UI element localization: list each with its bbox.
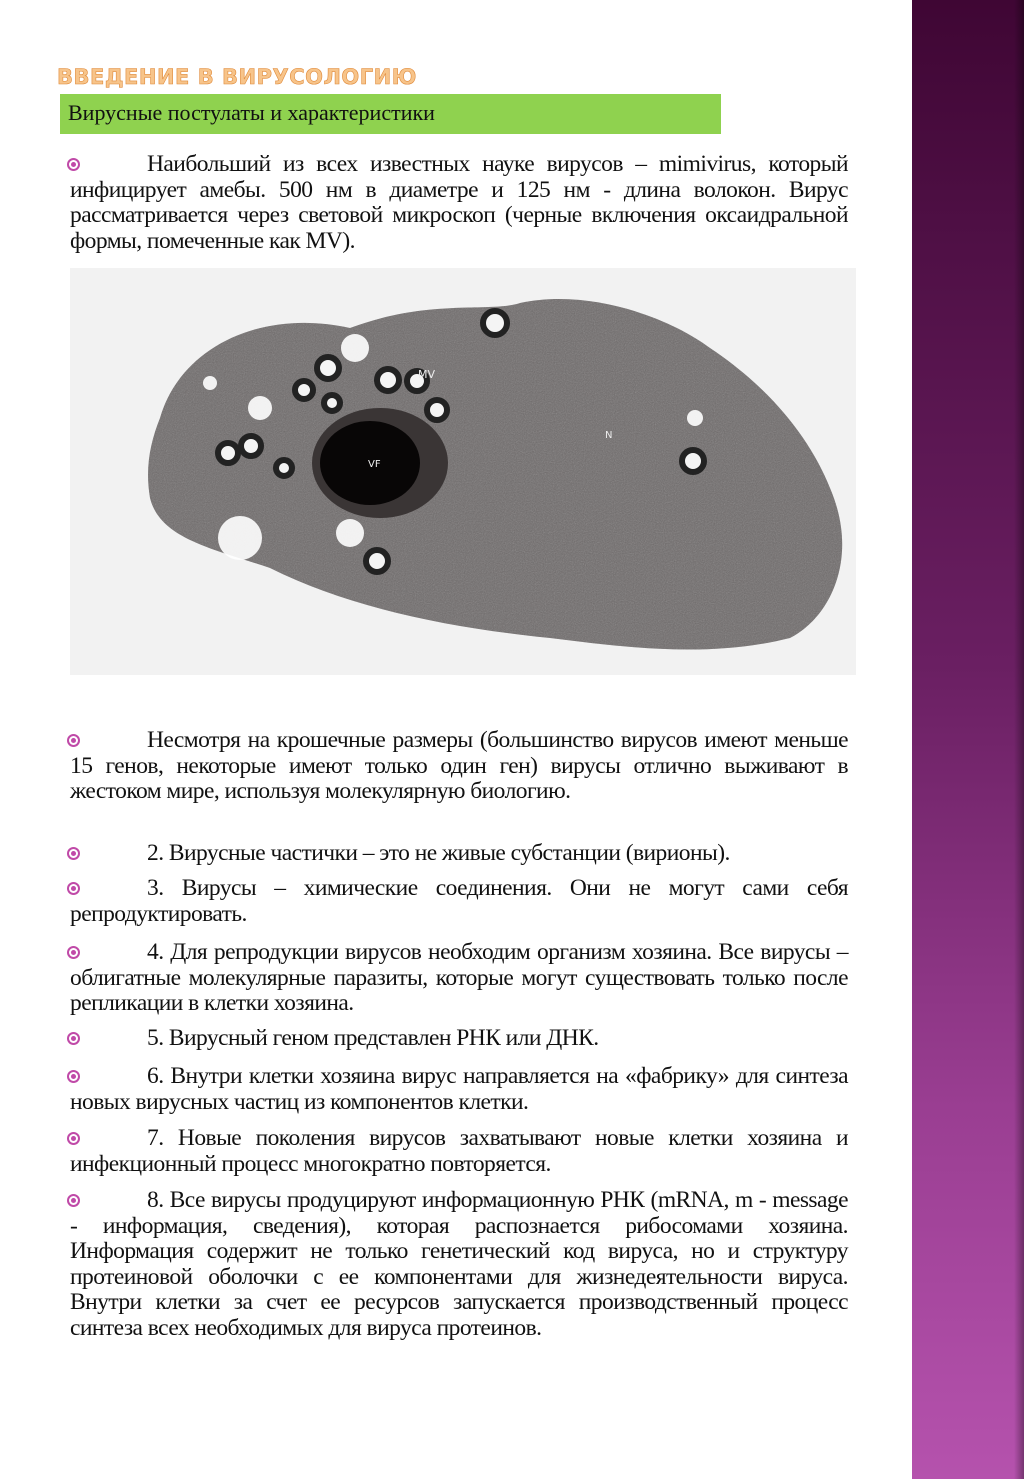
paragraph-text: 2. Вирусные частички – это не живые субстанции (вирионы). bbox=[147, 840, 730, 866]
paragraph bbox=[70, 1064, 848, 1115]
paragraph bbox=[70, 940, 848, 1017]
paragraph-text: 8. Все вирусы продуцируют информационную РНК (mRNA, m - message - информация, сведения), которая распознается рибосомами хозяина. Информация содержит не только генетический код вируса, но и структуру протеиновой оболочки с ее компонентами для жизнедеятельности вируса. Внутри клетки за счет ее ресурсов запускается производственный процесс синтеза всех необходимых для вируса протеинов. bbox=[70, 1187, 848, 1341]
paragraph bbox=[70, 1026, 848, 1052]
paragraph-text: 4. Для репродукции вирусов необходим организм хозяина. Все вирусы – облигатные молекулярные паразиты, которые могут существовать только после репликации в клетки хозяина. bbox=[70, 939, 848, 1016]
paragraph-text: 5. Вирусный геном представлен РНК или ДНК. bbox=[147, 1025, 599, 1051]
bullet-icon bbox=[67, 847, 80, 860]
bullet-icon bbox=[67, 734, 80, 747]
paragraph bbox=[70, 876, 848, 927]
bullet-icon bbox=[67, 1032, 80, 1045]
figure-label: VF bbox=[368, 459, 381, 470]
section-subtitle: Вирусные постулаты и характеристики bbox=[68, 100, 435, 125]
paragraph-text: 7. Новые поколения вирусов захватывают новые клетки хозяина и инфекционный процесс многократно повторяется. bbox=[70, 1125, 848, 1177]
figure-label: MV bbox=[418, 368, 436, 381]
bullet-icon bbox=[67, 1070, 80, 1083]
paragraph-text: Наибольший из всех известных науке вирусов – mimivirus, который инфицирует амебы. 500 нм в диаметре и 125 нм - длина волокон. Вирус рассматривается через световой микроскоп (черные включения оксаидральной формы, помеченные как MV). bbox=[70, 151, 848, 254]
paragraph bbox=[70, 841, 848, 867]
paragraph-text: 6. Внутри клетки хозяина вирус направляется на «фабрику» для синтеза новых вирусных частиц из компонентов клетки. bbox=[70, 1063, 848, 1115]
bullet-icon bbox=[67, 158, 80, 171]
paragraph-text: Несмотря на крошечные размеры (большинство вирусов имеют меньше 15 генов, некоторые имеют только один ген) вирусы отлично выживают в жестоком мире, используя молекулярную биологию. bbox=[70, 727, 848, 804]
paragraph bbox=[70, 152, 848, 254]
bullet-icon bbox=[67, 946, 80, 959]
paragraph-text: 3. Вирусы – химические соединения. Они не могут сами себя репродуктировать. bbox=[70, 875, 848, 927]
paragraph bbox=[70, 728, 848, 805]
page-title: ВВЕДЕНИЕ В ВИРУСОЛОГИЮ bbox=[57, 65, 417, 89]
figure-label: N bbox=[605, 430, 613, 441]
micrograph-image bbox=[70, 268, 856, 675]
bullet-icon bbox=[67, 1132, 80, 1145]
bullet-icon bbox=[67, 882, 80, 895]
paragraph bbox=[70, 1188, 848, 1341]
paragraph bbox=[70, 1126, 848, 1177]
decorative-sidebar bbox=[912, 0, 1024, 1479]
bullet-icon bbox=[67, 1194, 80, 1207]
